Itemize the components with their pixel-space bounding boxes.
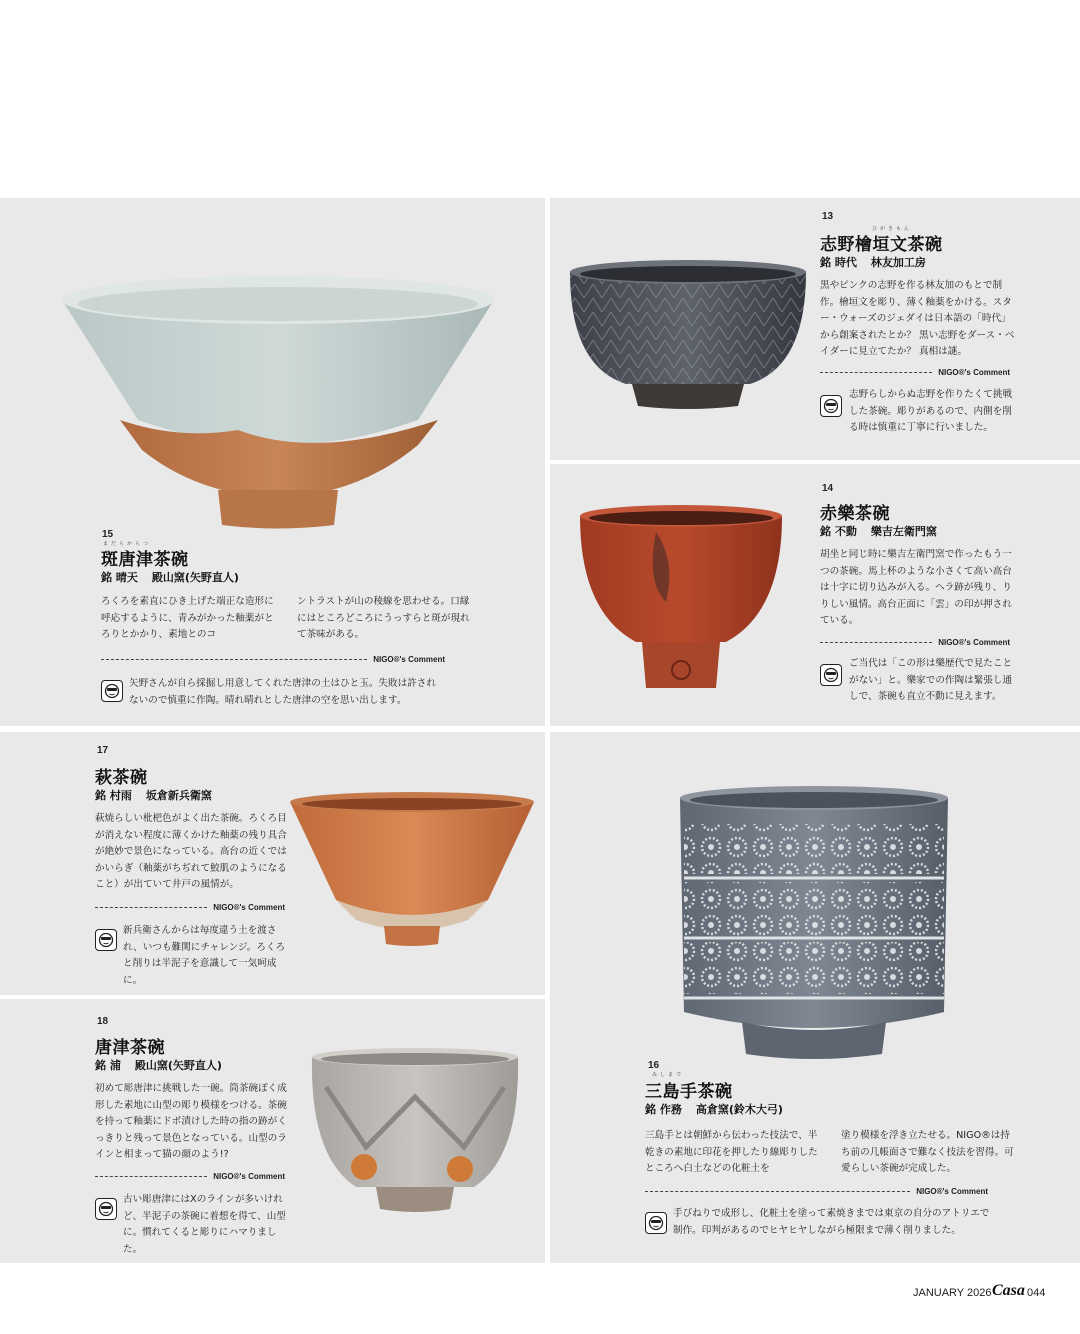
item-description: 萩焼らしい枇杷色がよく出た茶碗。ろくろ目が消えない程度に薄くかけた釉薬の残り具合が絶妙で景色になっている。高台の近くではかいらぎ（釉薬がちぢれて鮫肌のようになること）が出ていて井戸の風情が。 [95, 813, 287, 891]
comment-divider [95, 1171, 285, 1181]
bowl-panel-17 [0, 732, 545, 995]
maker-name: 樂吉左衛門窯 [870, 525, 937, 538]
description-col-1: 三島手とは朝鮮から伝わった技法で、半乾きの素地に印花を押したり線彫りしたところへ白土などの化粧土を [645, 1130, 818, 1175]
description-col-2: 塗り模様を浮き立たせる。NIGO®は持ち前の几帳面さで難なく技法を習得。可愛らしい茶碗が完成した。 [841, 1130, 1014, 1175]
hagi-bowl-image [288, 790, 536, 950]
nigo-face-icon [820, 664, 842, 686]
nigo-comment-text: 志野らしからぬ志野を作りたくて挑戦した茶碗。彫りがあるので、内側を削る時は慎重に丁寧に行いました。 [849, 389, 1013, 434]
description-col-1: ろくろを素直にひき上げた端正な造形に呼応するように、青みがかった釉薬がとろりとかかり、素地とのコ [101, 596, 274, 641]
bowl-panel-16 [550, 732, 1080, 1263]
mei-name: 銘 晴天 [101, 571, 138, 584]
magazine-logo: Casa [992, 1282, 1025, 1299]
comment-label: NIGO®'s Comment [373, 654, 445, 664]
karatsu-bowl-image [306, 1047, 524, 1217]
comment-label: NIGO®'s Comment [916, 1186, 988, 1196]
item-mei [95, 787, 212, 803]
maker-name: 殿山窯(矢野直人) [151, 571, 239, 584]
nigo-comment-text: 古い彫唐津にはXのラインが多いけれど、半泥子の茶碗に着想を得て、山型に。慣れてくると彫りにハマりました。 [123, 1194, 286, 1255]
bowl-panel-13 [550, 198, 1080, 460]
item-description: 黒やピンクの志野を作る林友加のもとで制作。檜垣文を彫り、薄く釉薬をかける。スター・ウォーズのジェダイは日本語の「時代」から創案されたとか？ 黒い志野をダース・ベイダーに見立てたか？ 真相は謎。 [820, 280, 1015, 358]
item-title: 斑唐津茶碗 [101, 550, 189, 570]
item-mei [95, 1057, 222, 1073]
madara-karatsu-bowl-image [58, 270, 498, 535]
comment-divider [645, 1186, 988, 1196]
mishimade-bowl-image [672, 782, 956, 1064]
item-title: 三島手茶碗 [645, 1082, 733, 1102]
maker-name: 林友加工房 [870, 256, 926, 269]
item-title: 志野檜垣文茶碗 [820, 235, 943, 255]
item-mei [645, 1101, 783, 1117]
item-number: 18 [97, 1016, 109, 1027]
comment-label: NIGO®'s Comment [938, 367, 1010, 377]
nigo-comment-text: 矢野さんが自ら採掘し用意してくれた唐津の土はひと玉。失敗は許されないので慎重に作陶。晴れ晴れとした唐津の空を思い出します。 [129, 678, 436, 706]
item-description [645, 1128, 1017, 1178]
comment-label: NIGO®'s Comment [213, 902, 285, 912]
mei-name: 銘 時代 [820, 256, 857, 269]
maker-name: 坂倉新兵衛窯 [145, 789, 212, 802]
nigo-face-icon [95, 929, 117, 951]
item-number: 17 [97, 745, 109, 756]
item-mei [101, 569, 239, 585]
title-ruby: まだらからつ [103, 541, 151, 547]
mei-name: 銘 作務 [645, 1103, 682, 1116]
mei-name: 銘 不動 [820, 525, 857, 538]
nigo-face-icon [645, 1212, 667, 1234]
bowl-panel-18 [0, 999, 545, 1263]
comment-divider [820, 367, 1010, 377]
maker-name: 高倉窯(鈴木大弓) [695, 1103, 783, 1116]
item-title: 赤樂茶碗 [820, 504, 890, 524]
shino-higaki-bowl-image [566, 256, 810, 416]
item-title: 唐津茶碗 [95, 1038, 165, 1058]
comment-divider [820, 637, 1010, 647]
item-number: 15 [102, 529, 114, 540]
maker-name: 殿山窯(矢野直人) [134, 1059, 222, 1072]
item-description: 胡坐と同じ時に樂吉左衛門窯で作ったもう一つの茶碗。馬上杯のような小さくて高い高台は十字に切り込みが入る。ヘラ跡が残り、りりしい風情。高台正面に「雲」の印が押されている。 [820, 549, 1012, 627]
nigo-comment-text: 手びねりで成形し、化粧土を塗って素焼きまでは東京の自分のアトリエで制作。印判があるのでヒヤヒヤしながら極限まで薄く削りました。 [673, 1208, 990, 1236]
description-col-2: ントラストが山の稜線を思わせる。口縁にはところどころにうっすらと斑が現れて茶味がある。 [297, 596, 470, 641]
comment-label: NIGO®'s Comment [938, 637, 1010, 647]
item-mei [820, 523, 937, 539]
aka-raku-bowl-image [576, 502, 786, 694]
item-title: 萩茶碗 [95, 768, 148, 788]
bowl-panel-14 [550, 464, 1080, 726]
comment-label: NIGO®'s Comment [213, 1171, 285, 1181]
bowl-panel-15 [0, 198, 545, 726]
item-number: 16 [648, 1060, 660, 1071]
issue-month: JANUARY 2026 [913, 1287, 992, 1299]
nigo-face-icon [95, 1198, 117, 1220]
title-ruby: みしまで [652, 1072, 685, 1078]
item-description: 初めて彫唐津に挑戦した一碗。筒茶碗ぽく成形した素地に山型の彫り模様をつける。茶碗を持って釉薬にドボ漬けした時の指の跡がくっきりと残って景色となっている。山型のラインと相まって猫の顔のよう!? [95, 1083, 287, 1161]
item-mei [820, 254, 926, 270]
page-number: 044 [1027, 1287, 1046, 1299]
item-number: 14 [822, 483, 834, 494]
title-ruby: ひがきもん [872, 226, 913, 232]
nigo-face-icon [101, 680, 123, 702]
comment-divider [101, 654, 445, 664]
item-number: 13 [822, 211, 834, 222]
mei-name: 銘 浦 [95, 1059, 121, 1072]
item-description [101, 594, 473, 644]
nigo-comment-text: 新兵衛さんからは毎度違う土を渡され、いつも難関にチャレンジ。ろくろと削りは半泥子を意識して一気呵成に。 [123, 925, 286, 986]
mei-name: 銘 村雨 [95, 789, 132, 802]
nigo-face-icon [820, 395, 842, 417]
nigo-comment-text: ご当代は「この形は樂歴代で見たことがない」と。樂家での作陶は緊張し通しで、茶碗も直立不動に見えます。 [849, 658, 1013, 703]
comment-divider [95, 902, 285, 912]
